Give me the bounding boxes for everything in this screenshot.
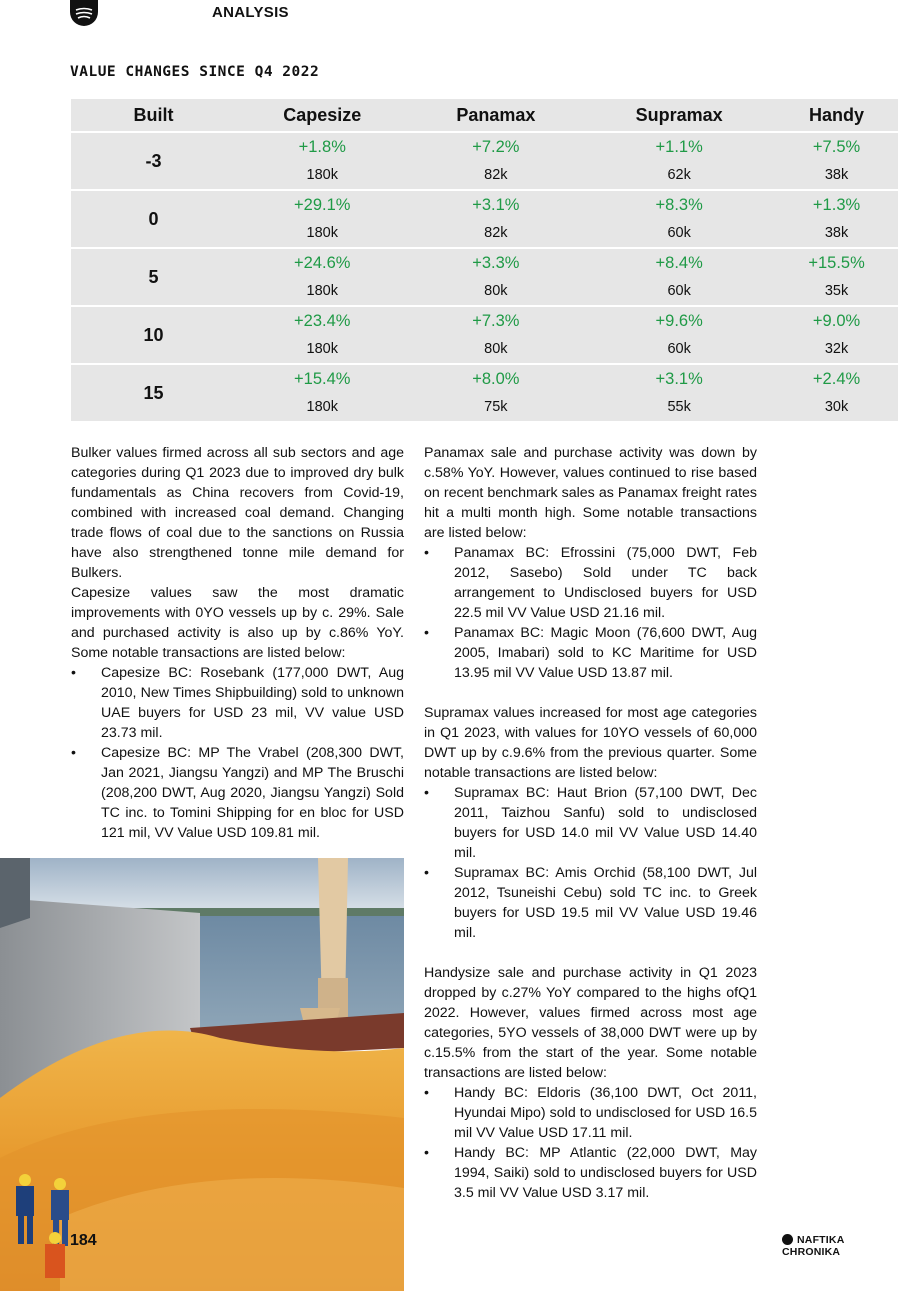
vessel-size-cell: 60k xyxy=(667,341,691,357)
list-item: • Handy BC: Eldoris (36,100 DWT, Oct 2011, Hyundai Mipo) sold to undisclosed for USD 16.5 mil VV Value USD 17.11 mil. xyxy=(454,1083,757,1143)
percent-change-cell: +29.1% xyxy=(294,196,351,214)
vessel-size-cell: 82k xyxy=(484,225,508,241)
vessel-size-cell: 80k xyxy=(484,283,508,299)
table-row xyxy=(71,132,898,162)
list-item: • Supramax BC: Haut Brion (57,100 DWT, Dec 2011, Taizhou Sanfu) sold to undisclosed buyers for USD 14.0 mil VV Value USD 14.40 mil. xyxy=(454,783,757,863)
supramax-paragraph: Supramax values increased for most age categories in Q1 2023, with values for 10YO vessels of 60,000 DWT up by c.9.6% from the previous quarter. Some notable transactions are listed below: xyxy=(424,705,757,781)
vessel-size-cell: 82k xyxy=(484,167,508,183)
page-number: 184 xyxy=(70,1232,97,1249)
value-changes-table xyxy=(71,99,898,423)
percent-change-cell: +8.4% xyxy=(655,254,703,272)
percent-change-cell: +9.0% xyxy=(812,312,861,330)
percent-change-cell: +24.6% xyxy=(294,254,351,272)
list-item: • Panamax BC: Efrossini (75,000 DWT, Feb 2012, Sasebo) Sold under TC back arrangement to Undisclosed buyers for USD 22.5 mil VV Value USD 21.16 mil. xyxy=(454,543,757,623)
panamax-paragraph: Panamax sale and purchase activity was down by c.58% YoY. However, values continued to rise based on recent benchmark sales as Panamax freight rates hit a multi month high. Some notable transactions are listed below: xyxy=(424,445,757,541)
percent-change-cell: +3.3% xyxy=(472,254,520,272)
percent-change-cell: +2.4% xyxy=(812,370,861,388)
percent-change-cell: +8.0% xyxy=(472,370,520,388)
percent-change-cell: +3.1% xyxy=(655,370,703,388)
built-age-cell: 15 xyxy=(71,364,236,422)
percent-change-cell: +15.4% xyxy=(294,370,351,388)
panamax-transactions xyxy=(424,543,757,683)
brand-footer xyxy=(782,1234,902,1258)
table-row xyxy=(71,306,898,336)
handysize-paragraph: Handysize sale and purchase activity in Q1 2023 dropped by c.27% YoY compared to the highs ofQ1 2022. However, values firmed across most age categories, 5YO vessels of 38,000 DWT were up by c.15.5% from the start of the year. Some notable transactions are listed below: xyxy=(424,965,757,1081)
percent-change-cell: +7.3% xyxy=(472,312,520,330)
table-row xyxy=(71,248,898,278)
list-item: • Supramax BC: Amis Orchid (58,100 DWT, Jul 2012, Tsuneishi Cebu) sold TC inc. to Greek buyers for USD 19.5 mil VV Value USD 19.46 mil. xyxy=(454,863,757,943)
left-column xyxy=(71,443,404,843)
vessel-size-cell: 38k xyxy=(824,225,849,241)
table-header-row xyxy=(71,99,898,132)
percent-change-cell: +1.3% xyxy=(812,196,861,214)
built-age-cell: -3 xyxy=(71,132,236,190)
handysize-transactions xyxy=(424,1083,757,1203)
vessel-size-cell: 80k xyxy=(484,341,508,357)
vessel-size-cell: 35k xyxy=(824,283,849,299)
brand-name: NAFTIKA CHRONIKA xyxy=(782,1234,845,1258)
header-supramax: Supramax xyxy=(583,99,775,132)
vessel-size-cell: 32k xyxy=(824,341,849,357)
list-item: • Handy BC: MP Atlantic (22,000 DWT, May 1994, Saiki) sold to undisclosed buyers for USD 3.5 mil VV Value USD 3.17 mil. xyxy=(454,1143,757,1203)
percent-change-cell: +9.6% xyxy=(655,312,703,330)
table-row xyxy=(71,364,898,394)
list-item: • Capesize BC: Rosebank (177,000 DWT, Aug 2010, New Times Shipbuilding) sold to unknown UAE buyers for USD 23 mil, VV value USD 23.73 mil. xyxy=(101,663,404,743)
built-age-cell: 5 xyxy=(71,248,236,306)
vessel-size-cell: 75k xyxy=(484,399,508,415)
header-built: Built xyxy=(71,99,236,132)
percent-change-cell: +8.3% xyxy=(655,196,703,214)
table-row xyxy=(71,190,898,220)
built-age-cell: 0 xyxy=(71,190,236,248)
vessel-size-cell: 30k xyxy=(824,399,849,415)
header-capesize: Capesize xyxy=(236,99,409,132)
grain-loading-photo xyxy=(0,858,404,1291)
percent-change-cell: +3.1% xyxy=(472,196,520,214)
right-column xyxy=(424,443,757,1203)
list-item: • Capesize BC: MP The Vrabel (208,300 DWT, Jan 2021, Jiangsu Yangzi) and MP The Bruschi (208,200 DWT, Aug 2020, Jiangsu Yangzi) Sold TC inc. to Tomini Shipping for en bloc for USD 121 mil, VV Value USD 109.81 mil. xyxy=(101,743,404,843)
percent-change-cell: +7.5% xyxy=(812,138,861,156)
built-age-cell: 10 xyxy=(71,306,236,364)
intro-paragraph: Bulker values firmed across all sub sectors and age categories during Q1 2023 due to improved dry bulk fundamentals as China recovers from Covid-19, combined with increased coal demand. Changing trade flows of coal due to the sanctions on Russia have also strengthened tonne mile demand for Bulkers. xyxy=(71,445,404,581)
percent-change-cell: +7.2% xyxy=(472,138,520,156)
vessel-size-cell: 55k xyxy=(667,399,691,415)
brand-logo-icon xyxy=(782,1234,793,1245)
table-title: VALUE CHANGES SINCE Q4 2022 xyxy=(70,64,320,80)
percent-change-cell: +23.4% xyxy=(294,312,351,330)
header-handy: Handy xyxy=(775,99,898,132)
header-panamax: Panamax xyxy=(409,99,584,132)
percent-change-cell: +1.8% xyxy=(298,138,346,156)
vessel-size-cell: 60k xyxy=(667,283,691,299)
percent-change-cell: +1.1% xyxy=(655,138,703,156)
list-item: • Panamax BC: Magic Moon (76,600 DWT, Aug 2005, Imabari) sold to KC Maritime for USD 13.95 mil VV Value USD 13.87 mil. xyxy=(454,623,757,683)
publication-logo-icon xyxy=(70,0,98,26)
vessel-size-cell: 60k xyxy=(667,225,691,241)
vessel-size-cell: 180k xyxy=(306,225,338,241)
supramax-transactions xyxy=(424,783,757,943)
vessel-size-cell: 180k xyxy=(306,167,338,183)
capesize-paragraph: Capesize values saw the most dramatic improvements with 0YO vessels up by c. 29%. Sale and purchased activity is also up by c.86% YoY. Some notable transactions are listed below: xyxy=(71,585,404,661)
section-label: ANALYSIS xyxy=(212,4,289,21)
percent-change-cell: +15.5% xyxy=(808,254,865,272)
vessel-size-cell: 38k xyxy=(824,167,849,183)
vessel-size-cell: 180k xyxy=(306,341,338,357)
vessel-size-cell: 62k xyxy=(667,167,691,183)
vessel-size-cell: 180k xyxy=(306,399,338,415)
capesize-transactions xyxy=(71,663,404,843)
vessel-size-cell: 180k xyxy=(306,283,338,299)
